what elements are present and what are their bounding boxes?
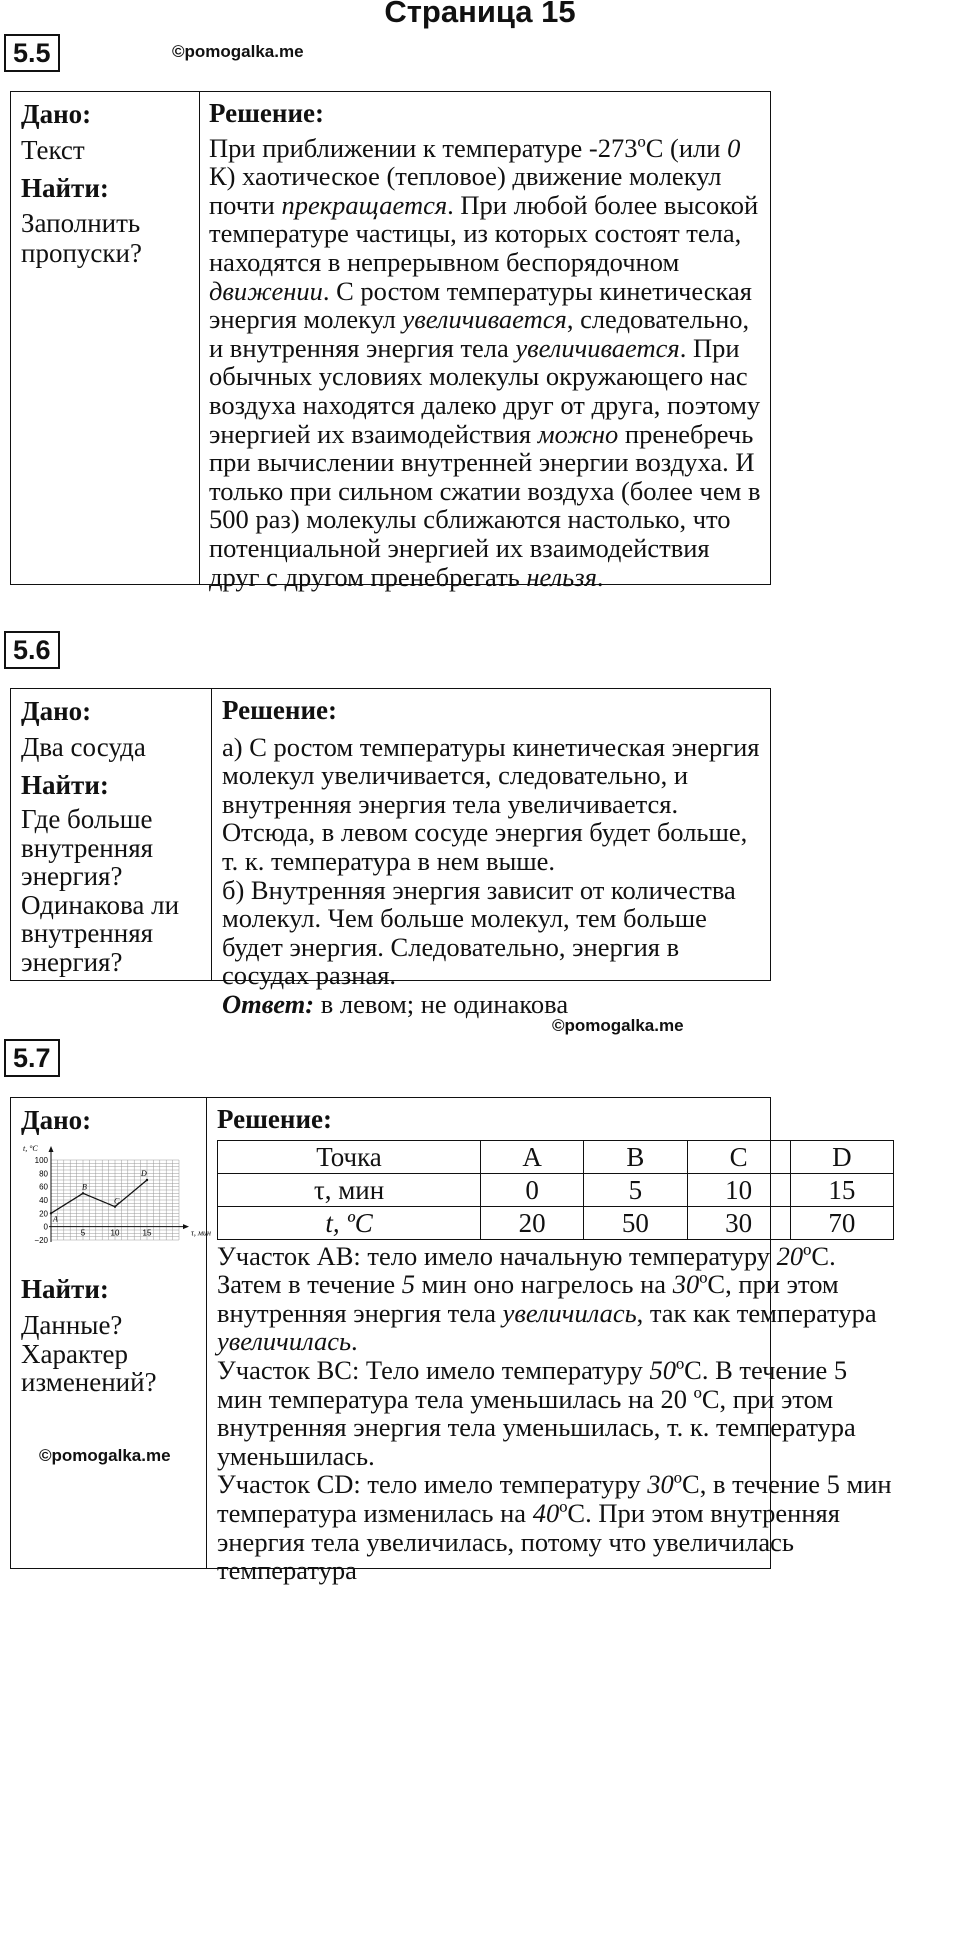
segment-bc-text: Участок BC: Тело имело температуру 50ºC. В течение 5 мин температура тела уменьшилась на 20 ºC, при этом внутренняя энергия тела уменьшилась, т. к. температура уменьшилась.: [217, 1355, 856, 1471]
chart-line: [50, 1169, 148, 1223]
data-point: [146, 1179, 148, 1181]
x-axis-label: τ, мин: [191, 1228, 211, 1238]
table-row: [218, 1140, 894, 1173]
y-tick-label: 60: [39, 1182, 48, 1192]
y-tick-label: 40: [39, 1196, 48, 1205]
solution-text: При приближении к температуре -273ºC (или 0 К) хаотическое (тепловое) движение молекул почти прекращается. При любой более высокой температуре частицы, из которых состоят тела, находятся в непрерывном беспорядочном движении. С ростом температуры кинетическая энергия молекул увеличивается, следовательно, и внутренняя энергия тела увеличивается. При обычных условиях молекулы окружающего нас воздуха находятся далеко друг от друга, поэтому энергией их взаимодействия можно пренебречь при вычислении внутренней энергии воздуха. И только при сильном сжатии воздуха (более чем в 500 раз) молекулы сближаются настолько, что потенциальной энергией их взаимодействия друг с другом пренебрегать нельзя.: [209, 132, 761, 592]
table-row: [218, 1173, 894, 1206]
find-label: Найти:: [21, 173, 109, 203]
find-label: Найти:: [21, 770, 109, 800]
table-cell: 5: [584, 1173, 687, 1206]
table-cell: A: [481, 1140, 584, 1173]
y-axis-arrow: [49, 1146, 54, 1152]
task-5-6-table: [10, 688, 771, 1020]
y-tick-label: 0: [43, 1222, 48, 1232]
given-column: [11, 689, 212, 980]
given-text: Текст: [21, 135, 85, 165]
watermark: ©pomogalka.me: [39, 1446, 171, 1465]
given-label: Дано:: [21, 1105, 92, 1135]
table-row: [218, 1206, 894, 1239]
table-cell: D: [790, 1140, 893, 1173]
task-number-5-7: 5.7: [4, 1039, 60, 1077]
x-tick-label: 10: [110, 1228, 120, 1238]
data-point: [50, 1212, 52, 1214]
solution-column: [200, 92, 770, 592]
table-cell: 10: [687, 1173, 790, 1206]
given-column: [11, 1098, 211, 1568]
segment-cd-text: Участок CD: тело имело температуру 30ºC, в течение 5 мин температура изменилась на 40ºC. При этом внутренняя энергия тела увеличилась, потому что увеличилась температура: [217, 1469, 892, 1586]
points-table: [217, 1140, 894, 1240]
task-5-5-table: [10, 91, 771, 592]
page-title: Страница 15: [384, 0, 576, 29]
table-cell: 20: [481, 1206, 584, 1239]
point-label: C: [114, 1196, 120, 1206]
table-cell: t, ºC: [218, 1206, 481, 1239]
task-number-5-5: 5.5: [4, 34, 60, 72]
data-point: [114, 1205, 116, 1207]
y-axis-label: t, °C: [23, 1144, 38, 1153]
find-text-1: Данные?: [21, 1310, 123, 1340]
solution-column: [207, 1098, 902, 1586]
point-label: D: [141, 1169, 147, 1178]
watermark: ©pomogalka.me: [172, 42, 304, 61]
given-text: Два сосуда: [21, 732, 146, 762]
table-cell: 50: [584, 1206, 687, 1239]
answer-label: Ответ:: [222, 989, 315, 1020]
find-text-2: Одинакова ли внутренняя энергия?: [21, 889, 180, 977]
y-tick-label: −20: [34, 1236, 48, 1245]
point-label: B: [82, 1182, 87, 1192]
x-tick-label: 5: [80, 1228, 86, 1238]
solution-label: Решение:: [209, 98, 324, 128]
answer-text: в левом; не одинакова: [314, 989, 569, 1020]
y-tick-label: 20: [39, 1209, 48, 1219]
table-cell: 0: [481, 1173, 584, 1206]
task-5-7-table: [10, 1097, 892, 1586]
given-label: Дано:: [21, 696, 92, 726]
segment-ab-text: Участок AB: тело имело начальную температуру 20ºC. Затем в течение 5 мин оно нагрелось на 30ºC, при этом внутренняя энергия тела увеличилась, так как температура увеличилась.: [217, 1240, 877, 1357]
temperature-chart: [21, 1144, 211, 1256]
find-text: Заполнить пропуски?: [21, 208, 142, 268]
table-cell: B: [584, 1140, 687, 1173]
table-cell: Точка: [218, 1140, 481, 1173]
given-column: [11, 92, 200, 584]
solution-part-a: а) С ростом температуры кинетическая энергия молекул увеличивается, следовательно, и внутренняя энергия тела увеличивается. Отсюда, в левом сосуде энергия будет больше, т. к. температура в нем выше.: [222, 731, 760, 877]
task-number-5-6: 5.6: [4, 631, 60, 669]
y-tick-label: 100: [34, 1156, 48, 1165]
table-cell: C: [687, 1140, 790, 1173]
watermark: ©pomogalka.me: [552, 1016, 684, 1035]
table-cell: 15: [790, 1173, 893, 1206]
find-label: Найти:: [21, 1274, 109, 1304]
solution-label: Решение:: [222, 695, 337, 725]
x-tick-label: 15: [142, 1228, 152, 1238]
solution-label: Решение:: [217, 1104, 332, 1134]
table-cell: τ, мин: [218, 1173, 481, 1206]
point-label: A: [53, 1214, 58, 1224]
x-axis-arrow: [183, 1224, 189, 1229]
find-text-1: Где больше внутренняя энергия?: [21, 804, 154, 892]
chart-axes: [23, 1144, 211, 1242]
given-label: Дано:: [21, 99, 92, 129]
table-cell: 70: [790, 1206, 893, 1239]
find-text-2: Характер изменений?: [21, 1338, 157, 1398]
solution-part-b: б) Внутренняя энергия зависит от количества молекул. Чем больше молекул, тем больше будет энергия. Следовательно, энергия в сосудах разная. Ответ: в левом; не одинакова: [222, 874, 736, 1020]
table-cell: 30: [687, 1206, 790, 1239]
solution-column: [212, 689, 770, 1020]
data-point: [82, 1192, 84, 1194]
y-tick-label: 80: [39, 1169, 48, 1179]
